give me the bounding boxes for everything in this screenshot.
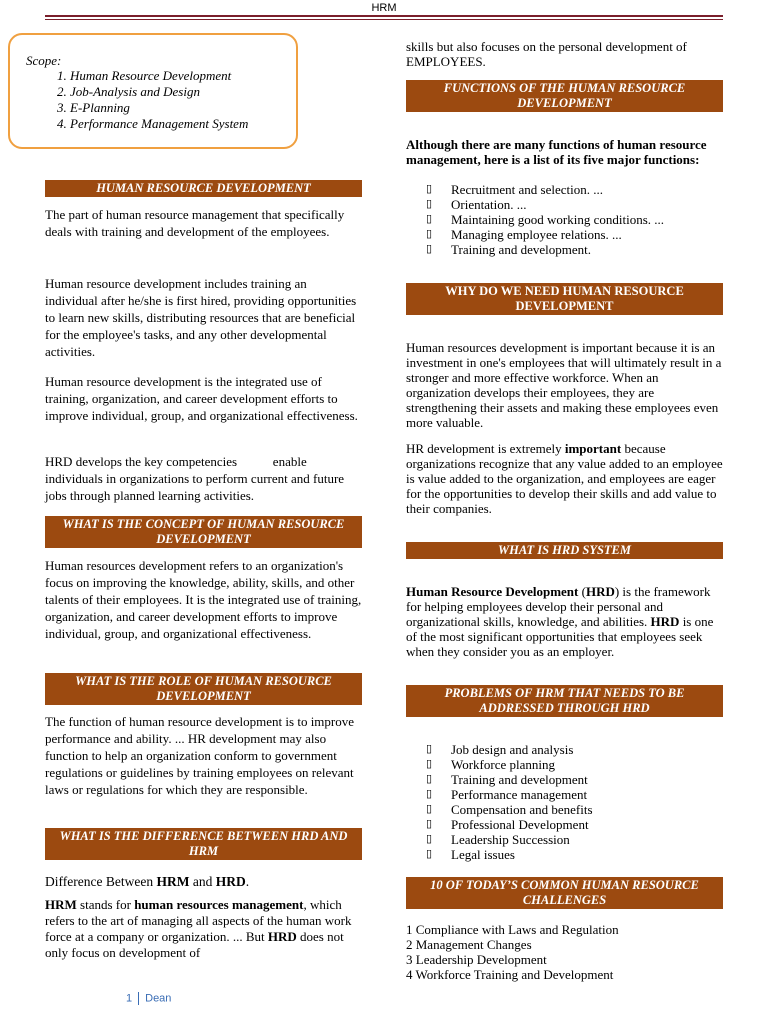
continued-paragraph: skills but also focuses on the personal development of EMPLOYEES. bbox=[406, 39, 687, 69]
system-text: is one of the most significant opportunities that employees seek when they consider you as an employer. bbox=[406, 614, 714, 659]
functions-list-item: ▯ Managing employee relations. ... bbox=[406, 227, 723, 242]
concept-paragraph: Human resources development refers to an organization's focus on improving the knowledge, ability, skills, and other talents of their employees. It is the integrated use of training, organization, and career development efforts to improve individual, group, and organizational effectiveness. bbox=[45, 558, 362, 641]
problems-heading: PROBLEMS OF HRM THAT NEEDS TO BE ADDRESSED THROUGH HRD bbox=[406, 685, 723, 717]
functions-heading: FUNCTIONS OF THE HUMAN RESOURCE DEVELOPMENT bbox=[406, 80, 723, 112]
difference-hrm-full: human resources management bbox=[134, 897, 304, 912]
hrd-paragraph-2: Human resource development includes training an individual after he/she is first hired, providing opportunities to learn new skills, distributing resources that are beneficial for the employee's tasks, and any other developmental activities. bbox=[45, 276, 357, 359]
scope-list bbox=[30, 68, 248, 132]
system-text: ) is the framework for helping employees develop their personal and organizational skills, knowledge, and abilities. bbox=[406, 584, 711, 629]
problems-list-item: ▯ Professional Development bbox=[406, 817, 723, 832]
system-hrd-full: Human Resource Development bbox=[406, 584, 579, 599]
why-text: because organizations recognize that any value added to an employee is value added to the organization, and employees are eager for the opportunities to develop their skills and add value to their companies. bbox=[406, 441, 723, 516]
footer-author: Dean bbox=[145, 992, 172, 1005]
why-paragraph-2 bbox=[406, 441, 723, 516]
difference-title bbox=[45, 873, 362, 890]
footer-separator bbox=[138, 992, 139, 1005]
hrd-heading: HUMAN RESOURCE DEVELOPMENT bbox=[45, 180, 362, 197]
role-paragraph: The function of human resource development is to improve performance and ability. ... HR development may also function to help an organization conform to government regulations or guidelines by training employees on relevant laws or regulations for which they are responsible. bbox=[45, 714, 355, 797]
why-paragraph-1: Human resources development is important because it is an investment in one's employees that will ultimately result in a stronger and more effective workforce. When an organization develops their employees, they are strengthening their assets and making these employees even more valuable. bbox=[406, 340, 722, 430]
scope-box bbox=[8, 33, 298, 149]
header-rule-thin bbox=[45, 19, 723, 20]
challenges-list-item: 2 Management Changes bbox=[406, 937, 532, 952]
difference-hrm: HRM bbox=[45, 897, 77, 912]
scope-item: 1. Human Resource Development bbox=[70, 68, 248, 84]
problems-list-item: ▯ Legal issues bbox=[406, 847, 723, 862]
scope-item: 4. Performance Management System bbox=[70, 116, 248, 132]
difference-heading: WHAT IS THE DIFFERENCE BETWEEN HRD AND HRM bbox=[45, 828, 362, 860]
system-hrd: HRD bbox=[585, 584, 615, 599]
functions-list-item: ▯ Orientation. ... bbox=[406, 197, 723, 212]
problems-list-item: ▯ Leadership Succession bbox=[406, 832, 723, 847]
concept-heading: WHAT IS THE CONCEPT OF HUMAN RESOURCE DEVELOPMENT bbox=[45, 516, 362, 548]
running-header-title: HRM bbox=[371, 2, 397, 14]
hrd-paragraph-1: The part of human resource management that specifically deals with training and development of the employees. bbox=[45, 207, 345, 239]
problems-list-item: ▯ Compensation and benefits bbox=[406, 802, 723, 817]
problems-list-item: ▯ Workforce planning bbox=[406, 757, 723, 772]
functions-list-item: ▯ Training and development. bbox=[406, 242, 723, 257]
page-footer bbox=[126, 992, 171, 1005]
difference-text: , which refers to the art of managing all aspects of the human work force at a company or organization. ... But bbox=[45, 897, 352, 944]
difference-title-hrd: HRD bbox=[215, 874, 246, 889]
functions-list-item: ▯ Maintaining good working conditions. ... bbox=[406, 212, 723, 227]
system-hrd: HRD bbox=[650, 614, 680, 629]
hrd-paragraph-4: HRD develops the key competencies enable individuals in organizations to perform current and future jobs through planned learning activities. bbox=[45, 454, 348, 503]
difference-title-period: . bbox=[245, 874, 250, 889]
scope-label: Scope: bbox=[26, 53, 62, 68]
problems-list bbox=[406, 742, 723, 862]
why-heading: WHY DO WE NEED HUMAN RESOURCE DEVELOPMENT bbox=[406, 283, 723, 315]
challenges-list-item: 1 Compliance with Laws and Regulation bbox=[406, 922, 619, 937]
difference-paragraph bbox=[45, 897, 362, 961]
scope-item: 2. Job-Analysis and Design bbox=[70, 84, 248, 100]
why-important: important bbox=[564, 441, 622, 456]
functions-intro: Although there are many functions of human resource management, here is a list of its five major functions: bbox=[406, 137, 707, 167]
role-heading: WHAT IS THE ROLE OF HUMAN RESOURCE DEVELOPMENT bbox=[45, 673, 362, 705]
problems-list-item: ▯ Job design and analysis bbox=[406, 742, 723, 757]
system-heading: WHAT IS HRD SYSTEM bbox=[406, 542, 723, 559]
difference-title-text: Difference Between bbox=[45, 874, 157, 889]
page-number: 1 bbox=[126, 992, 133, 1005]
system-paragraph bbox=[406, 584, 723, 659]
scope-item: 3. E-Planning bbox=[70, 100, 248, 116]
system-text: ( bbox=[578, 584, 586, 599]
challenges-heading: 10 OF TODAY’S COMMON HUMAN RESOURCE CHALLENGES bbox=[406, 877, 723, 909]
difference-title-and: and bbox=[189, 874, 216, 889]
problems-list-item: ▯ Performance management bbox=[406, 787, 723, 802]
hrd-paragraph-3: Human resource development is the integrated use of training, organization, and career development efforts to improve individual, group, and organizational effectiveness. bbox=[45, 374, 358, 423]
problems-list-item: ▯ Training and development bbox=[406, 772, 723, 787]
challenges-list-item: 3 Leadership Development bbox=[406, 952, 547, 967]
functions-list-item: ▯ Recruitment and selection. ... bbox=[406, 182, 723, 197]
difference-title-hrm: HRM bbox=[156, 874, 190, 889]
why-text: HR development is extremely bbox=[406, 441, 565, 456]
difference-text: stands for bbox=[76, 897, 135, 912]
challenges-list bbox=[406, 922, 723, 982]
difference-text: does not only focus on development of bbox=[45, 929, 344, 960]
challenges-list-item: 4 Workforce Training and Development bbox=[406, 967, 614, 982]
difference-hrd: HRD bbox=[267, 929, 297, 944]
functions-list bbox=[406, 182, 723, 257]
header-rule bbox=[45, 15, 723, 17]
